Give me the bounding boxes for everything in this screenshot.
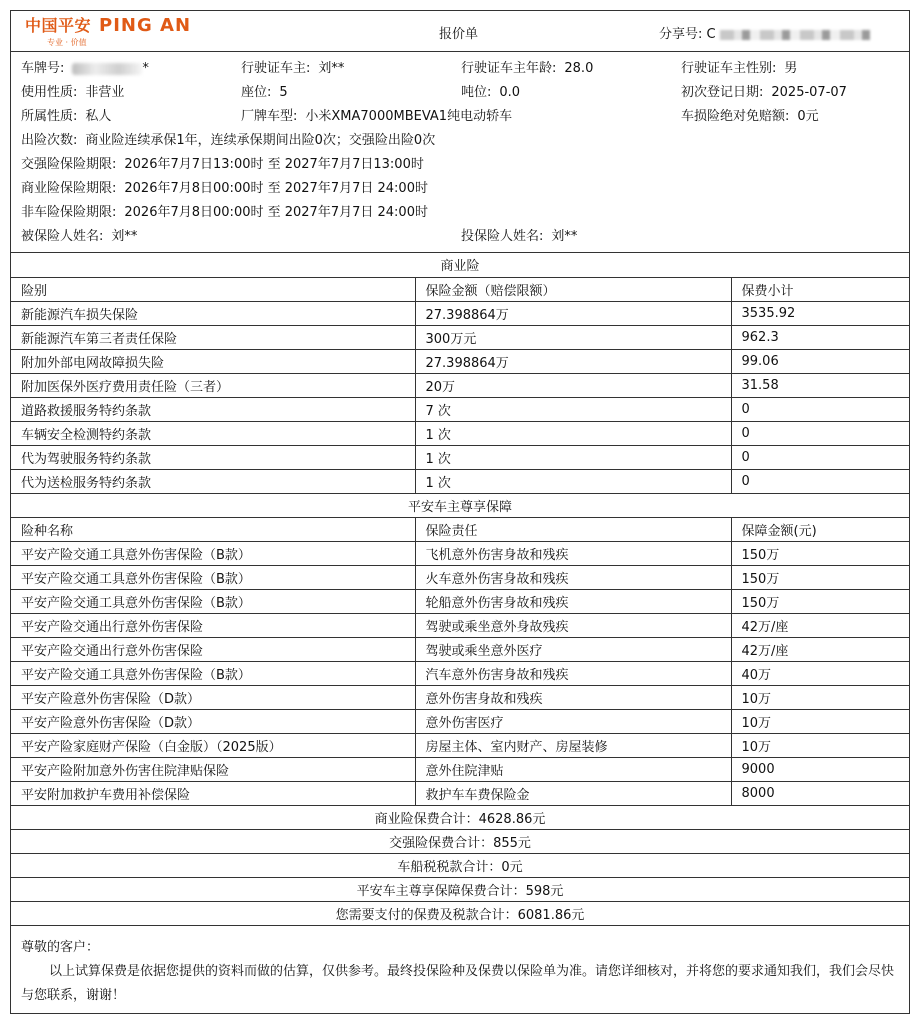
registration-line: 初次登记日期: 2025-07-07: [681, 85, 847, 100]
table-row: 附加医保外医疗费用责任险（三者） 20万 31.58: [11, 373, 909, 397]
page-title: 报价单: [439, 27, 479, 42]
note-greeting: 尊敬的客户：: [21, 940, 100, 955]
plate-line: [21, 57, 149, 76]
claims-line: 出险次数: 商业险连续承保1年，连续承保期间出险0次；交强险出险0次: [21, 133, 436, 148]
share-value: C: [706, 27, 716, 42]
ownership-line: 所属性质: 私人: [21, 109, 112, 124]
table-row: 道路救援服务特约条款 7 次 0: [11, 397, 909, 421]
gender-line: 行驶证车主性别: 男: [681, 61, 798, 76]
noncar-period-line: 非车险保险期限: 2026年7月8日00:00时 至 2027年7月7日 24:00时: [21, 205, 428, 220]
redacted-share-number: [720, 30, 870, 40]
totals-table: [11, 806, 909, 927]
table-row: 附加外部电网故障损失险 27.398864万 99.06: [11, 349, 909, 373]
share-label: 分享号:: [659, 27, 703, 42]
table-row: 平安产险交通出行意外伤害保险 驾驶或乘坐意外医疗 42万/座: [11, 637, 909, 661]
customer-note: [11, 926, 909, 1006]
owner-value: 刘**: [318, 61, 345, 76]
commercial-header-row: 险别 保险金额（赔偿限额） 保费小计: [11, 277, 909, 301]
commercial-period-line: 商业险保险期限: 2026年7月8日00:00时 至 2027年7月7日 24:00时: [21, 181, 428, 196]
table-row: 车辆安全检测特约条款 1 次 0: [11, 421, 909, 445]
plate-value: *: [142, 61, 149, 76]
age-value: 28.0: [564, 61, 594, 76]
ctp-period-line: 交强险保险期限: 2026年7月7日13:00时 至 2027年7月7日13:00时: [21, 157, 424, 172]
commercial-table: [11, 253, 909, 806]
insured-line: 被保险人姓名: 刘**: [21, 229, 138, 244]
table-row: 平安产险意外伤害保险（D款） 意外伤害医疗 10万: [11, 709, 909, 733]
deductible-line: 车损险绝对免赔额: 0元: [681, 109, 819, 124]
vessel-tax-total: 车船税税款合计：0元: [11, 854, 909, 878]
usage-line: 使用性质: 非营业: [21, 85, 125, 100]
vip-section-title: 平安车主尊享保障: [11, 493, 909, 517]
seats-line: 座位: 5: [241, 85, 288, 100]
note-body: 以上试算保费是依据您提供的资料而做的估算，仅供参考。最终投保险种及保费以保险单为准。请您详细核对，并将您的要求通知我们，我们会尽快与您联系，谢谢！: [21, 964, 895, 1003]
table-row: 平安产险交通工具意外伤害保险（B款） 火车意外伤害身故和残疾 150万: [11, 565, 909, 589]
table-row: 代为驾驶服务特约条款 1 次 0: [11, 445, 909, 469]
tonnage-line: 吨位: 0.0: [461, 85, 521, 100]
quote-header: [11, 11, 909, 52]
table-row: 平安产险交通工具意外伤害保险（B款） 轮船意外伤害身故和残疾 150万: [11, 589, 909, 613]
vip-header-row: 险种名称 保险责任 保障金额(元): [11, 517, 909, 541]
brand-cn: 中国平安: [25, 16, 92, 35]
table-row: 平安产险意外伤害保险（D款） 意外伤害身故和残疾 10万: [11, 685, 909, 709]
model-line: 厂牌车型: 小米XMA7000MBEVA1纯电动轿车: [241, 109, 513, 124]
brand-en: PING AN: [99, 15, 192, 36]
redacted-plate: [72, 63, 142, 75]
applicant-line: 投保险人姓名: 刘**: [461, 229, 578, 244]
share-number: [659, 23, 870, 42]
owner-line: 行驶证车主: 刘**: [241, 61, 345, 76]
commercial-section-title: 商业险: [11, 253, 909, 277]
table-row: 平安附加救护车费用补偿保险 救护车车费保险金 8000: [11, 781, 909, 805]
vehicle-info: [11, 52, 909, 253]
table-row: 新能源汽车损失保险 27.398864万 3535.92: [11, 301, 909, 325]
table-row: 平安产险交通工具意外伤害保险（B款） 飞机意外伤害身故和残疾 150万: [11, 541, 909, 565]
table-row: 平安产险交通工具意外伤害保险（B款） 汽车意外伤害身故和残疾 40万: [11, 661, 909, 685]
brand-slogan: 专业 · 价值: [47, 38, 87, 47]
table-row: 代为送检服务特约条款 1 次 0: [11, 469, 909, 493]
grand-total: 您需要支付的保费及税款合计：6081.86元: [11, 902, 909, 926]
gender-value: 男: [784, 61, 798, 76]
table-row: 新能源汽车第三者责任保险 300万元 962.3: [11, 325, 909, 349]
table-row: 平安产险交通出行意外伤害保险 驾驶或乘坐意外身故残疾 42万/座: [11, 613, 909, 637]
age-line: 行驶证车主年龄: 28.0: [461, 61, 594, 76]
table-row: 平安产险家庭财产保险（白金版）（2025版） 房屋主体、室内财产、房屋装修 10万: [11, 733, 909, 757]
plate-label: 车牌号:: [21, 61, 65, 76]
vip-total: 平安车主尊享保障保费合计：598元: [11, 878, 909, 902]
ctp-total: 交强险保费合计：855元: [11, 830, 909, 854]
quote-sheet: [10, 10, 910, 1014]
table-row: 平安产险附加意外伤害住院津贴保险 意外住院津贴 9000: [11, 757, 909, 781]
commercial-total: 商业险保费合计：4628.86元: [11, 806, 909, 830]
pingan-logo: [25, 13, 191, 49]
